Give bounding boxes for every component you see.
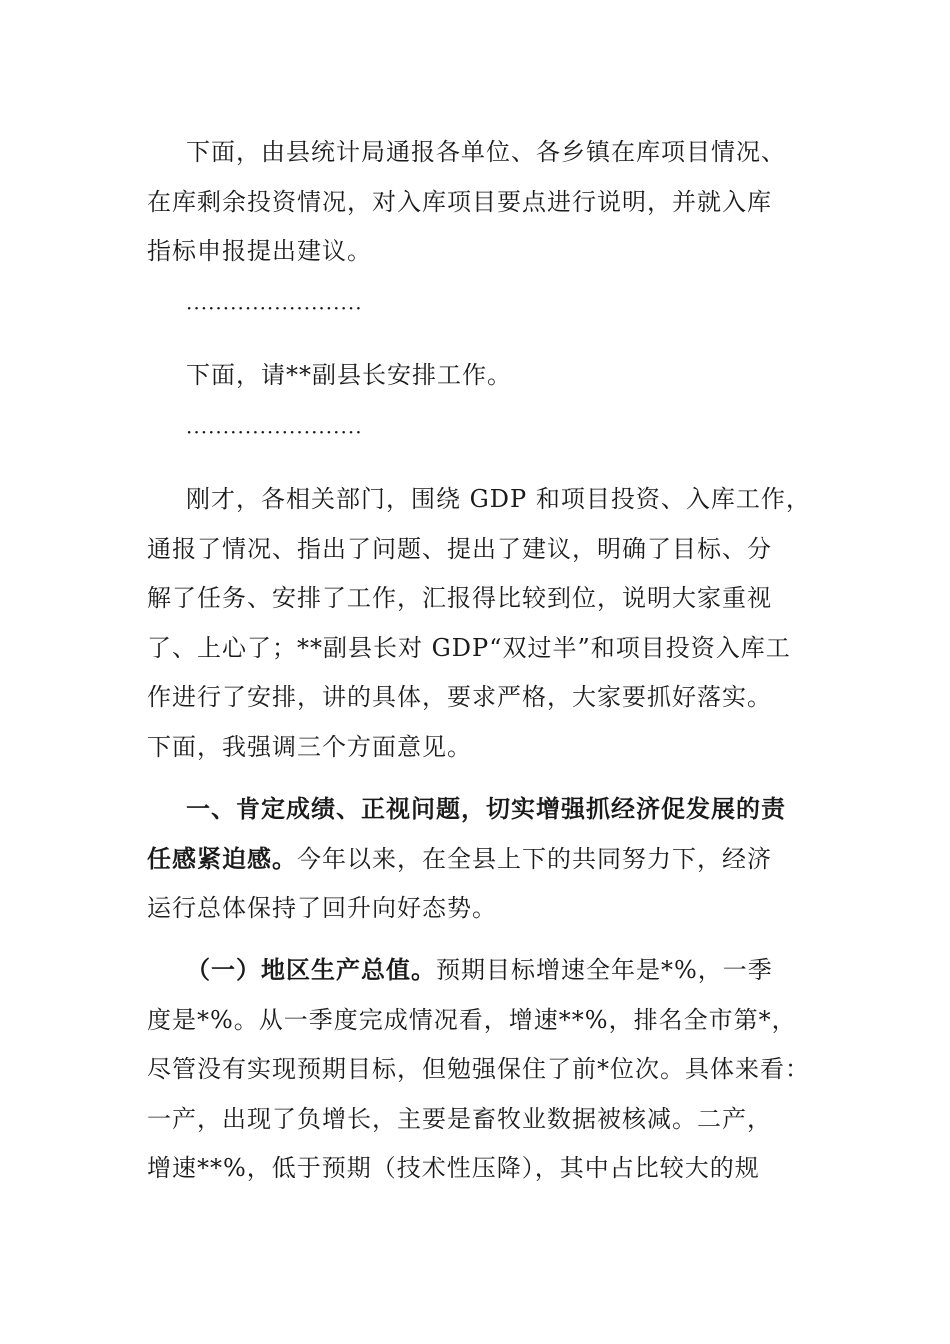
paragraph-1-line-3: 指标申报提出建议。 — [147, 237, 372, 265]
ellipsis-separator-1: ························ — [186, 296, 363, 320]
paragraph-1-line-2: 在库剩余投资情况，对入库项目要点进行说明，并就入库 — [147, 188, 772, 216]
section-1-line-2 — [147, 842, 807, 876]
section-1-text-line-2: 今年以来，在全县上下的共同努力下，经济 — [297, 845, 772, 873]
subsection-1-text-line-1: 预期目标增速全年是*%，一季 — [436, 956, 773, 984]
ellipsis-separator-2: ························ — [186, 420, 363, 444]
section-1-heading-line-1: 一、肯定成绩、正视问题，切实增强抓经济促发展的责 — [186, 794, 786, 823]
subsection-1-line-5: 增速**%，低于预期（技术性压降），其中占比较大的规 — [147, 1154, 760, 1182]
paragraph-3-line-5: 作进行了安排，讲的具体，要求严格，大家要抓好落实。 — [147, 683, 772, 711]
subsection-1-line-1 — [186, 953, 846, 987]
section-1-text-line-3: 运行总体保持了回升向好态势。 — [147, 894, 497, 922]
section-1-heading-line-2: 任感紧迫感。 — [147, 844, 297, 873]
subsection-1-line-3: 尽管没有实现预期目标，但勉强保住了前*位次。具体来看： — [147, 1055, 810, 1083]
paragraph-3-line-2: 通报了情况、指出了问题、提出了建议，明确了目标、分 — [147, 535, 772, 563]
paragraph-3-line-1: 刚才，各相关部门，围绕 GDP 和项目投资、入库工作， — [186, 485, 811, 513]
paragraph-1-line-1: 下面，由县统计局通报各单位、各乡镇在库项目情况、 — [186, 138, 786, 166]
paragraph-2-line-1: 下面，请**副县长安排工作。 — [186, 361, 512, 389]
subsection-1-line-2: 度是*%。从一季度完成情况看，增速**%，排名全市第*， — [147, 1006, 797, 1034]
subsection-1-line-4: 一产，出现了负增长，主要是畜牧业数据被核减。二产， — [147, 1105, 772, 1133]
paragraph-3-line-6: 下面，我强调三个方面意见。 — [147, 733, 472, 761]
paragraph-3-line-4: 了、上心了；**副县长对 GDP“双过半”和项目投资入库工 — [147, 634, 791, 662]
paragraph-3-line-3: 解了任务、安排了工作，汇报得比较到位，说明大家重视 — [147, 584, 772, 612]
subsection-1-heading: （一）地区生产总值。 — [186, 955, 436, 984]
